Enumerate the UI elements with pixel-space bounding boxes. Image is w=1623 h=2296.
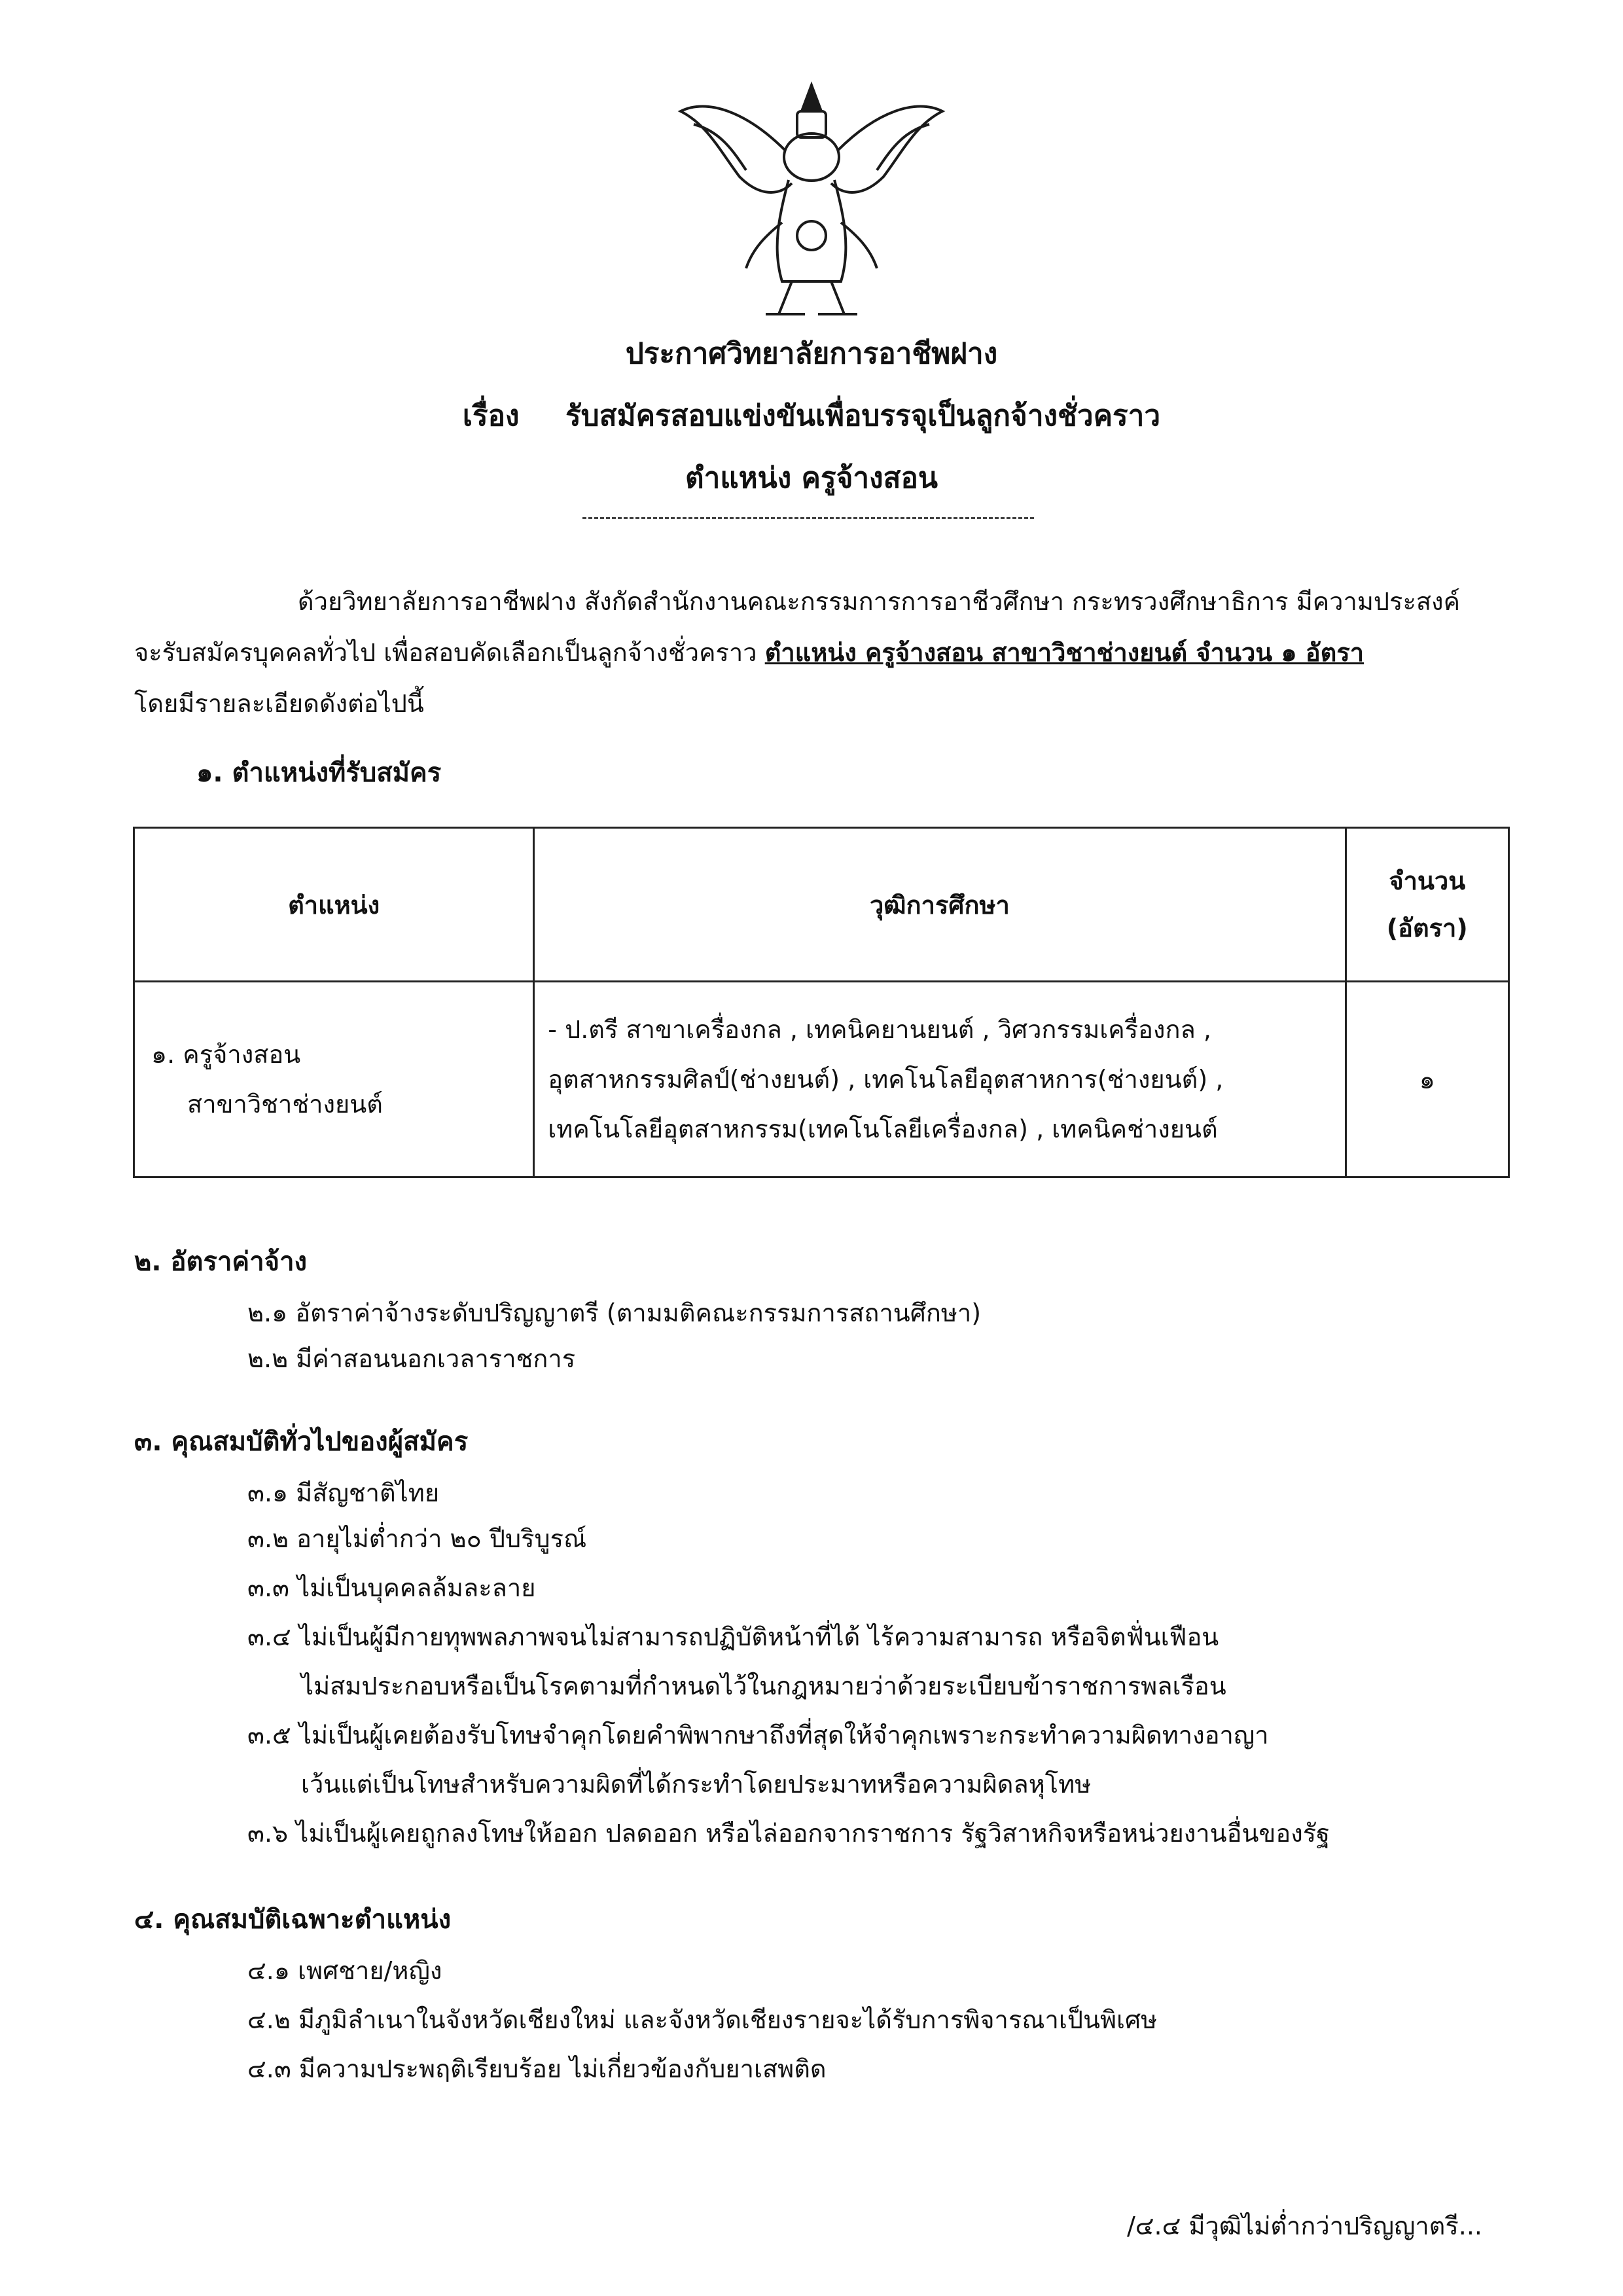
list-item: ๓.๔ ไม่เป็นผู้มีกายทุพพลภาพจนไม่สามารถปฏิบัติหน้าที่ได้ ไร้ความสามารถ หรือจิตฟั่นเฟือน: [247, 1623, 1219, 1651]
list-item: ๒.๑ อัตราค่าจ้างระดับปริญญาตรี (ตามมติคณะกรรมการสถานศึกษา): [247, 1299, 982, 1327]
intro-paragraph: [134, 576, 1479, 729]
list-item: ๓.๕ ไม่เป็นผู้เคยต้องรับโทษจำคุกโดยคำพิพากษาถึงที่สุดให้จำคุกเพราะกระทำความผิดทางอาญา: [247, 1721, 1269, 1749]
intro-line-3: โดยมีรายละเอียดดังต่อไปนี้: [134, 689, 424, 718]
cell-count: ๑: [1346, 982, 1508, 1177]
header-count-line-1: จำนวน: [1389, 867, 1466, 895]
cell-position: [134, 982, 534, 1177]
list-item: ๔.๓ มีความประพฤติเรียบร้อย ไม่เกี่ยวข้องกับยาเสพติด: [247, 2054, 827, 2083]
header-position: ตำแหน่ง: [134, 828, 534, 982]
cell-qualification: [534, 982, 1346, 1177]
title-divider: [582, 517, 1034, 519]
intro-line-2: [134, 627, 1479, 678]
list-item: ๓.๓ ไม่เป็นบุคคลล้มละลาย: [247, 1573, 536, 1602]
subject-text: รับสมัครสอบแข่งขันเพื่อบรรจุเป็นลูกจ้างชั่วคราว: [565, 399, 1161, 433]
garuda-emblem-icon: [668, 72, 955, 334]
position-branch: สาขาวิชาช่างยนต์: [187, 1090, 383, 1119]
position-line: ตำแหน่ง ครูจ้างสอน: [685, 461, 938, 495]
list-item: ๓.๖ ไม่เป็นผู้เคยถูกลงโทษให้ออก ปลดออก หรือไล่ออกจากราชการ รัฐวิสาหกิจหรือหน่วยงานอื่นของรัฐ: [247, 1819, 1330, 1848]
section-4-heading: ๔. คุณสมบัติเฉพาะตำแหน่ง: [134, 1905, 452, 1935]
intro-line-2-text: จะรับสมัครบุคคลทั่วไป เพื่อสอบคัดเลือกเป็นลูกจ้างชั่วคราว: [134, 638, 757, 667]
list-item: ๒.๒ มีค่าสอนนอกเวลาราชการ: [247, 1344, 576, 1373]
section-2-heading: ๒. อัตราค่าจ้าง: [134, 1247, 308, 1277]
section-1-heading: ๑. ตำแหน่งที่รับสมัคร: [196, 758, 442, 788]
position-table: [133, 827, 1510, 1178]
header-qualification: วุฒิการศึกษา: [534, 828, 1346, 982]
announcement-title: ประกาศวิทยาลัยการอาชีพฝาง: [625, 337, 998, 370]
intro-highlight: ตำแหน่ง ครูจ้างสอน สาขาวิชาช่างยนต์ จำนวน ๑ อัตรา: [764, 638, 1364, 667]
list-item-continuation: เว้นแต่เป็นโทษสำหรับความผิดที่ได้กระทำโดยประมาทหรือความผิดลหุโทษ: [301, 1770, 1092, 1799]
qualification-line: อุตสาหกรรมศิลป์(ช่างยนต์) , เทคโนโลยีอุตสาหการ(ช่างยนต์) ,: [548, 1065, 1224, 1094]
list-item: ๓.๑ มีสัญชาติไทย: [247, 1479, 440, 1507]
subject-label: เรื่อง: [462, 399, 520, 433]
table-row: [134, 982, 1509, 1177]
qualification-line: - ป.ตรี สาขาเครื่องกล , เทคนิคยานยนต์ , วิศวกรรมเครื่องกล ,: [548, 1015, 1211, 1044]
header-count: [1346, 828, 1508, 982]
page-continuation: /๔.๔ มีวุฒิไม่ต่ำกว่าปริญญาตรี...: [1126, 2212, 1482, 2240]
section-3-heading: ๓. คุณสมบัติทั่วไปของผู้สมัคร: [134, 1427, 469, 1457]
subject-line: [0, 393, 1623, 439]
intro-line-1: ด้วยวิทยาลัยการอาชีพฝาง สังกัดสำนักงานคณะกรรมการการอาชีวศึกษา กระทรวงศึกษาธิการ มีความประสงค์: [298, 587, 1461, 616]
list-item: ๔.๑ เพศชาย/หญิง: [247, 1956, 442, 1985]
list-item: ๔.๒ มีภูมิลำเนาในจังหวัดเชียงใหม่ และจังหวัดเชียงรายจะได้รับการพิจารณาเป็นพิเศษ: [247, 2005, 1158, 2034]
position-name: ๑. ครูจ้างสอน: [151, 1040, 301, 1069]
list-item: ๓.๒ อายุไม่ต่ำกว่า ๒๐ ปีบริบูรณ์: [247, 1524, 587, 1553]
list-item-continuation: ไม่สมประกอบหรือเป็นโรคตามที่กำหนดไว้ในกฎหมายว่าด้วยระเบียบข้าราชการพลเรือน: [301, 1672, 1226, 1700]
qualification-line: เทคโนโลยีอุตสาหกรรม(เทคโนโลยีเครื่องกล) , เทคนิคช่างยนต์: [548, 1115, 1218, 1143]
table-header-row: [134, 828, 1509, 982]
header-count-line-2: (อัตรา): [1386, 914, 1468, 942]
